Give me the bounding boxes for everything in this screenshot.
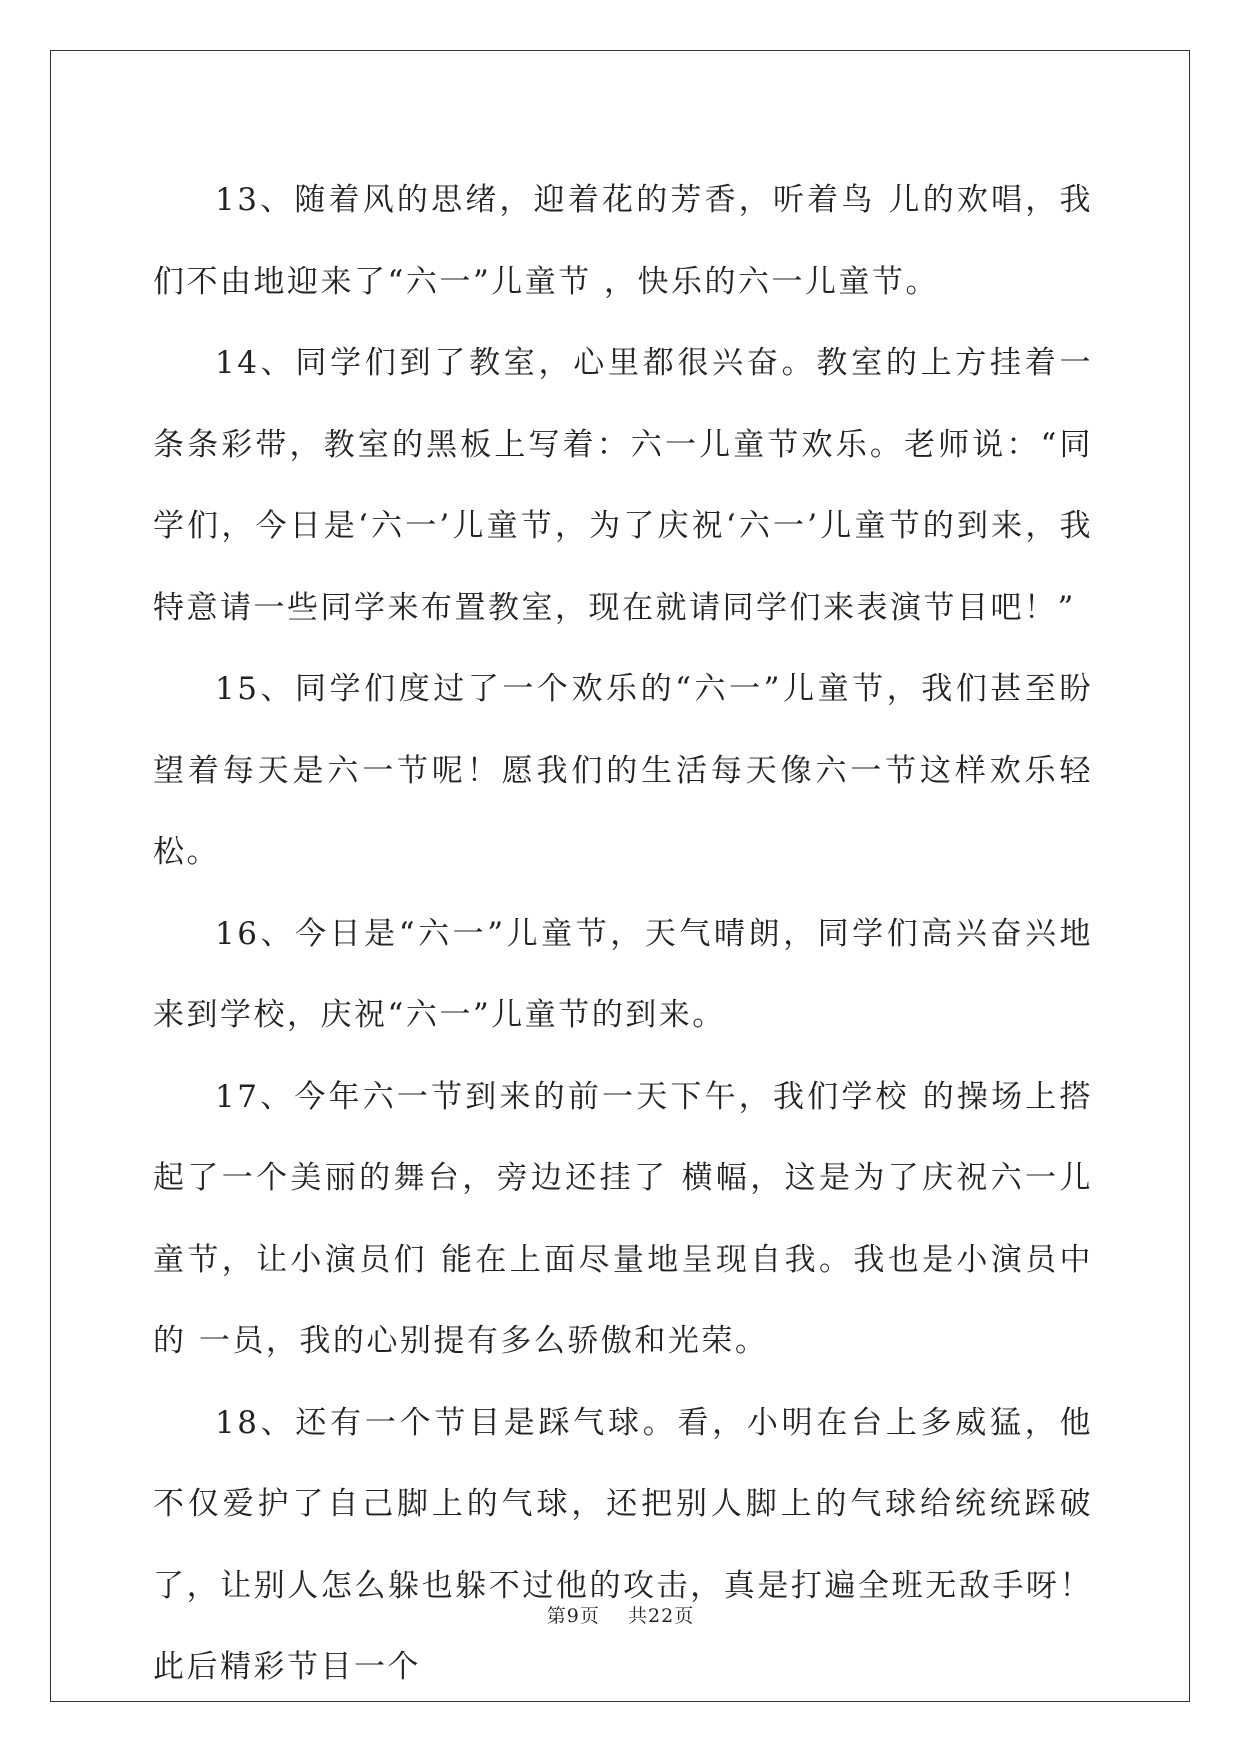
paragraph-16: 16、今日是“六一”儿童节，天气晴朗，同学们高兴奋兴地来到学校，庆祝“六一”儿童节的到来。 <box>153 915 1093 1033</box>
paragraph-15: 15、同学们度过了一个欢乐的“六一”儿童节，我们甚至盼望着每天是六一节呢！愿我们的生活每天像六一节这样欢乐轻松。 <box>153 671 1093 870</box>
paragraph-13: 13、随着风的思绪，迎着花的芳香，听着鸟 儿的欢唱，我们不由地迎来了“六一”儿童节 ，快乐的六一儿童节。 <box>153 182 1093 300</box>
paragraph-17: 17、今年六一节到来的前一天下午，我们学校 的操场上搭起了一个美丽的舞台，旁边还挂了 横幅，这是为了庆祝六一儿童节，让小演员们 能在上面尽量地呈现自我。我也是小演员中的 一员，我的心别提有多么骄傲和光荣。 <box>153 1078 1093 1359</box>
document-body <box>153 160 1093 1709</box>
paragraph-18: 18、还有一个节目是踩气球。看，小明在台上多威猛，他不仅爱护了自己脚上的气球，还把别人脚上的气球给统统踩破了，让别人怎么躲也躲不过他的攻击，真是打遍全班无敌手呀！此后精彩节目一个 <box>153 1404 1093 1685</box>
page-number: 第9页 <box>546 1605 600 1627</box>
page-footer <box>0 1601 1241 1628</box>
page-total: 共22页 <box>628 1605 695 1627</box>
paragraph-14: 14、同学们到了教室，心里都很兴奋。教室的上方挂着一条条彩带，教室的黑板上写着：六一儿童节欢乐。老师说：“同学们，今日是‘六一’儿童节，为了庆祝‘六一’儿童节的到来，我特意请一些同学来布置教室，现在就请同学们来表演节目吧！” <box>153 345 1093 626</box>
